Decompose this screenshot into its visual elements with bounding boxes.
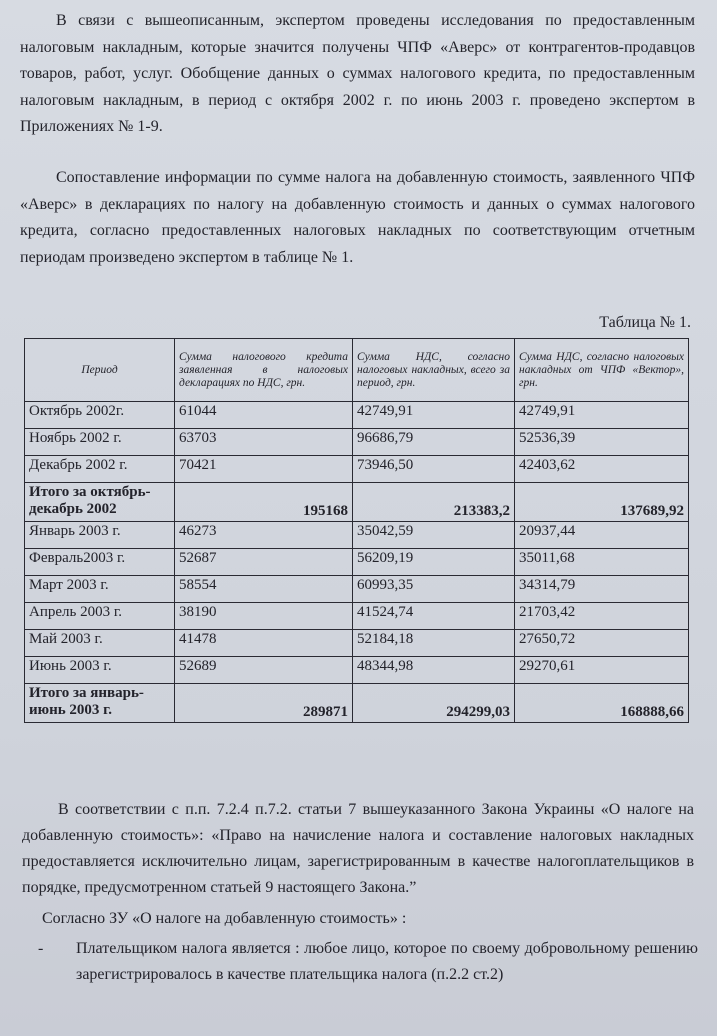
cell-vat-total: 48344,98 xyxy=(353,657,515,684)
cell-declared: 70421 xyxy=(175,456,353,483)
bullet-text: Плательщиком налога является : любое лицо, которое по своему добровольному решению зарегистрировалось в качестве плательщика налога (п.2.2 ст.2) xyxy=(76,940,698,983)
paragraph-1: В связи с вышеописанным, экспертом проведены исследования по предоставленным налоговым накладным, которые значится получены ЧПФ «Аверс» от контрагентов-продавцов товаров, работ, услуг. Обобщение данных о суммах налогового кредита, по предоставленным налоговым накладным, в период с октября 2002 г. по июнь 2003 г. проведено экспертом в Приложениях № 1-9. xyxy=(20,12,695,135)
table-row xyxy=(25,576,689,603)
cell-period: Март 2003 г. xyxy=(25,576,175,603)
cell-period: Ноябрь 2002 г. xyxy=(25,429,175,456)
cell-total-label: Итого за октябрь-декабрь 2002 xyxy=(25,483,175,522)
header-period: Период xyxy=(25,339,175,402)
cell-period: Май 2003 г. xyxy=(25,630,175,657)
paragraph-4: Согласно ЗУ «О налоге на добавленную стоимость» : xyxy=(42,910,407,927)
table-row xyxy=(25,429,689,456)
cell-total-vat: 294299,03 xyxy=(353,684,515,723)
cell-period: Февраль2003 г. xyxy=(25,549,175,576)
cell-total-declared: 289871 xyxy=(175,684,353,723)
cell-vat-vektor: 20937,44 xyxy=(515,522,689,549)
cell-period: Июнь 2003 г. xyxy=(25,657,175,684)
cell-vat-total: 96686,79 xyxy=(353,429,515,456)
cell-vat-vektor: 29270,61 xyxy=(515,657,689,684)
cell-declared: 61044 xyxy=(175,402,353,429)
cell-total-label: Итого за январь-июнь 2003 г. xyxy=(25,684,175,723)
cell-vat-total: 56209,19 xyxy=(353,549,515,576)
cell-declared: 46273 xyxy=(175,522,353,549)
bullet-dash: - xyxy=(38,940,44,957)
cell-total-vat: 213383,2 xyxy=(353,483,515,522)
data-table xyxy=(24,338,689,723)
cell-vat-total: 73946,50 xyxy=(353,456,515,483)
cell-total-vektor: 137689,92 xyxy=(515,483,689,522)
table-row xyxy=(25,657,689,684)
cell-vat-vektor: 27650,72 xyxy=(515,630,689,657)
cell-period: Январь 2003 г. xyxy=(25,522,175,549)
cell-vat-vektor: 35011,68 xyxy=(515,549,689,576)
cell-vat-total: 42749,91 xyxy=(353,402,515,429)
table-row xyxy=(25,630,689,657)
cell-period: Апрель 2003 г. xyxy=(25,603,175,630)
table-row xyxy=(25,456,689,483)
cell-vat-total: 35042,59 xyxy=(353,522,515,549)
cell-vat-vektor: 21703,42 xyxy=(515,603,689,630)
cell-declared: 38190 xyxy=(175,603,353,630)
cell-declared: 63703 xyxy=(175,429,353,456)
bullet-item xyxy=(38,936,698,988)
cell-declared: 52687 xyxy=(175,549,353,576)
table-total-row xyxy=(25,684,689,723)
cell-vat-vektor: 42403,62 xyxy=(515,456,689,483)
table-caption: Таблица № 1. xyxy=(599,314,691,331)
cell-vat-vektor: 42749,91 xyxy=(515,402,689,429)
table-row xyxy=(25,603,689,630)
cell-vat-total: 52184,18 xyxy=(353,630,515,657)
header-vat-total: Сумма НДС, согласно налоговых накладных, всего за период, грн. xyxy=(353,339,515,402)
table-total-row xyxy=(25,483,689,522)
cell-total-vektor: 168888,66 xyxy=(515,684,689,723)
table-row xyxy=(25,522,689,549)
cell-period: Октябрь 2002г. xyxy=(25,402,175,429)
cell-declared: 41478 xyxy=(175,630,353,657)
cell-declared: 52689 xyxy=(175,657,353,684)
cell-vat-vektor: 34314,79 xyxy=(515,576,689,603)
header-declared-credit: Сумма налогового кредита заявленная в налоговых декларациях по НДС, грн. xyxy=(175,339,353,402)
cell-vat-total: 60993,35 xyxy=(353,576,515,603)
cell-vat-total: 41524,74 xyxy=(353,603,515,630)
paragraph-3: В соответствии с п.п. 7.2.4 п.7.2. статьи 7 вышеуказанного Закона Украины «О налоге на добавленную стоимость»: «Право на начисление налога и составление налоговых накладных предоставляется исключительно лицам, зарегистрированным в качестве налогоплательщиков в порядке, предусмотренном статьей 9 настоящего Закона.” xyxy=(22,801,694,896)
cell-declared: 58554 xyxy=(175,576,353,603)
table-row xyxy=(25,549,689,576)
header-vat-vektor: Сумма НДС, согласно налоговых накладных от ЧПФ «Вектор», грн. xyxy=(515,339,689,402)
cell-vat-vektor: 52536,39 xyxy=(515,429,689,456)
paragraph-2: Сопоставление информации по сумме налога на добавленную стоимость, заявленного ЧПФ «Аверс» в декларациях по налогу на добавленную стоимость и данных о суммах налогового кредита, согласно предоставленных налоговых накладных по соответствующим отчетным периодам произведено экспертом в таблице № 1. xyxy=(20,169,695,266)
table-row xyxy=(25,402,689,429)
table-header-row xyxy=(25,339,689,402)
cell-period: Декабрь 2002 г. xyxy=(25,456,175,483)
cell-total-declared: 195168 xyxy=(175,483,353,522)
